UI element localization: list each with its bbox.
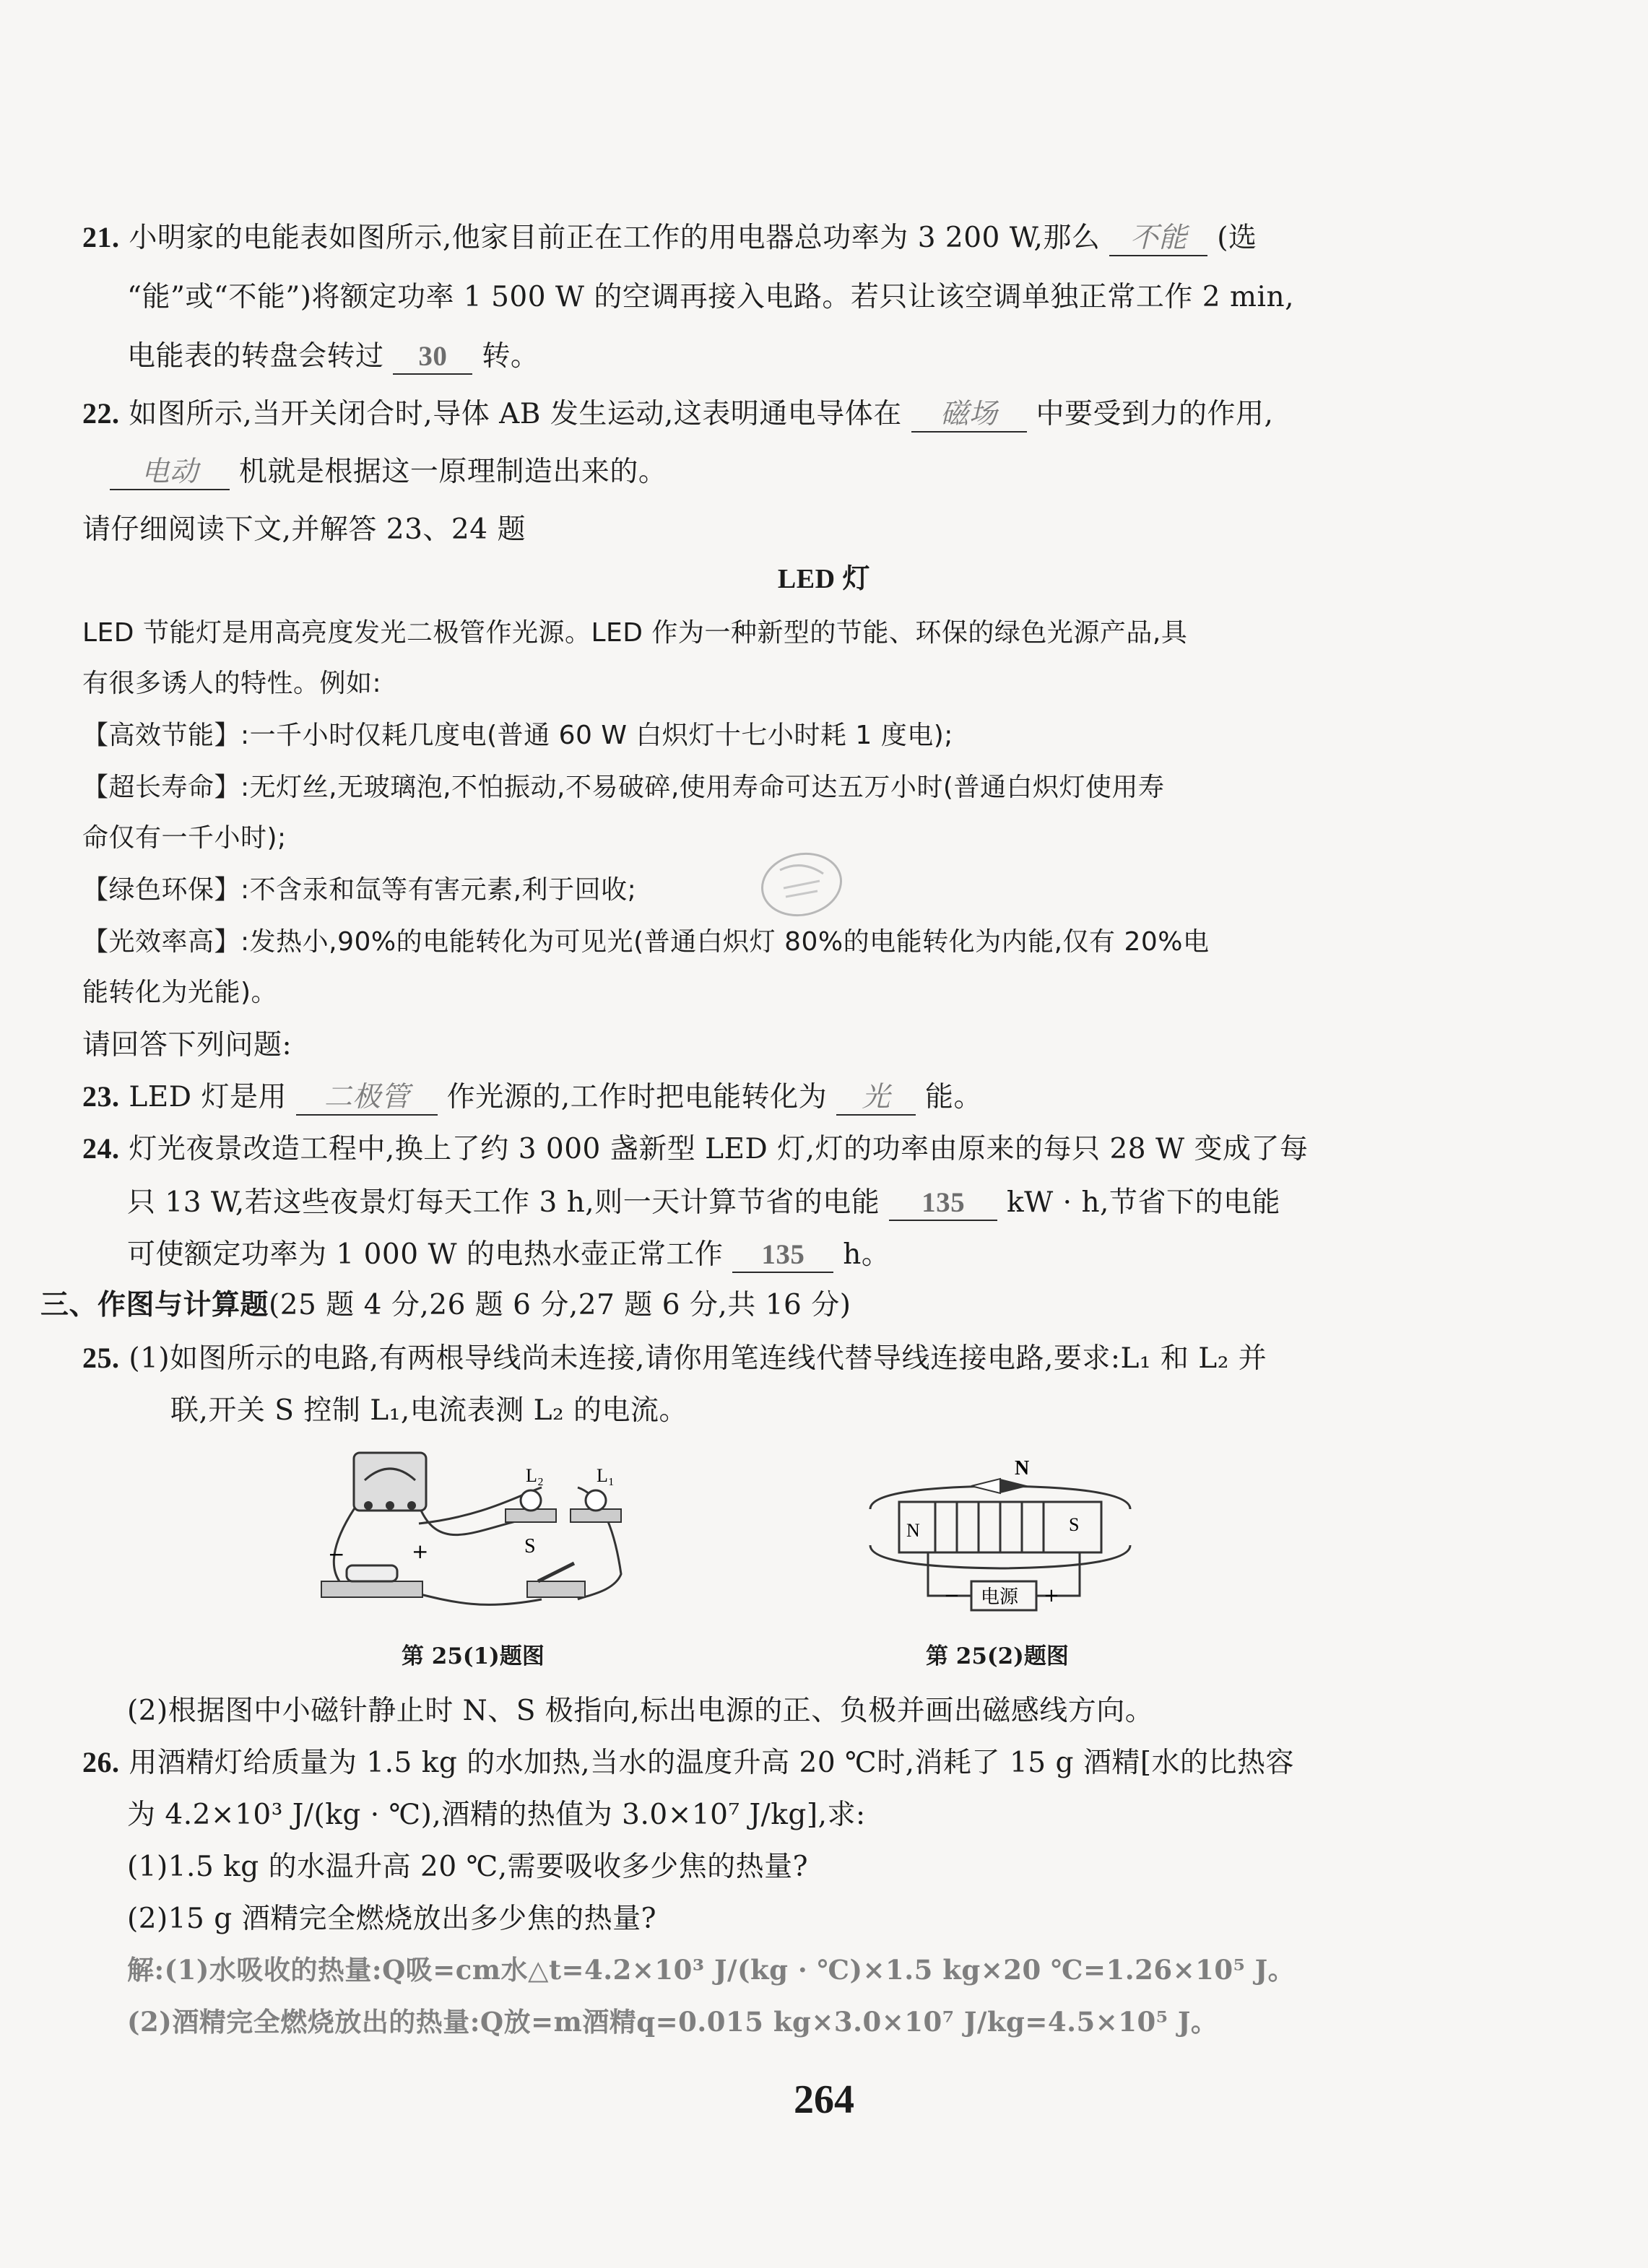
q23-number: 23. bbox=[82, 1080, 120, 1113]
article-p1-line1: LED 节能灯是用高亮度发光二极管作光源。LED 作为一种新型的节能、环保的绿色光源产品,具 bbox=[82, 618, 1188, 648]
q24-text-b: 只 13 W,若这些夜景灯每天工作 3 h,则一天计算节省的电能 bbox=[127, 1186, 880, 1219]
article-p3-line1: 【超长寿命】:无灯丝,无玻璃泡,不怕振动,不易破碎,使用寿命可达五万小时(普通白炽灯使用寿 bbox=[82, 773, 1165, 802]
lamp-l1-icon bbox=[571, 1490, 621, 1522]
switch-icon bbox=[527, 1563, 585, 1597]
ammeter-icon bbox=[354, 1453, 426, 1511]
q26-text-a: 用酒精灯给质量为 1.5 kg 的水加热,当水的温度升高 20 ℃时,消耗了 15 g 酒精[水的比热容 bbox=[129, 1747, 1295, 1779]
article-p5-line1: 【光效率高】:发热小,90%的电能转化为可见光(普通白炽灯 80%的电能转化为内能,仅有 20%电 bbox=[82, 927, 1210, 957]
q22-answer-blank-2[interactable]: 电动 bbox=[110, 456, 230, 490]
q26-sub1: (1)1.5 kg 的水温升高 20 ℃,需要吸收多少焦的热量? bbox=[127, 1851, 809, 1883]
q25-line1 bbox=[82, 1336, 1267, 1376]
q24-answer-blank-1[interactable]: 135 bbox=[889, 1187, 997, 1221]
compass-needle-icon bbox=[971, 1479, 1029, 1493]
section3-header bbox=[40, 1282, 851, 1323]
q21-text-c: 电能表的转盘会转过 bbox=[127, 340, 384, 373]
q24-number: 24. bbox=[82, 1132, 120, 1165]
figure-25-2-solenoid bbox=[863, 1459, 1137, 1617]
q26-line2: 为 4.2×10³ J/(kg · ℃),酒精的热值为 3.0×10⁷ J/kg],求: bbox=[127, 1799, 866, 1831]
q25-number: 25. bbox=[82, 1342, 120, 1374]
q26-line1 bbox=[82, 1740, 1294, 1781]
section3-title: 三、作图与计算题 bbox=[40, 1289, 269, 1321]
article-title: LED 灯 bbox=[777, 564, 871, 594]
q21-line2: “能”或“不能”)将额定功率 1 500 W 的空调再接入电路。若只让该空调单独正常工作 2 min, bbox=[127, 281, 1294, 313]
q23-line bbox=[82, 1074, 982, 1116]
q24-text-c: kW · h,节省下的电能 bbox=[1007, 1186, 1280, 1219]
q21-answer-blank-2[interactable]: 30 bbox=[393, 341, 472, 375]
q22-text-c: 机就是根据这一原理制造出来的。 bbox=[238, 456, 667, 488]
article-p2: 【高效节能】:一千小时仅耗几度电(普通 60 W 白炽灯十七小时耗 1 度电); bbox=[82, 721, 953, 750]
answer-intro: 请回答下列问题: bbox=[82, 1029, 292, 1061]
q22-line2 bbox=[110, 449, 667, 490]
lamp-l1-label: L₁ bbox=[597, 1465, 615, 1486]
q23-text-c: 能。 bbox=[924, 1081, 982, 1113]
q21-number: 21. bbox=[82, 221, 120, 253]
q23-answer-blank-1[interactable]: 二极管 bbox=[296, 1082, 438, 1116]
figure-25-1-circuit bbox=[311, 1437, 650, 1617]
q24-line1 bbox=[82, 1126, 1308, 1167]
q21-line3 bbox=[127, 334, 539, 375]
q21-text-d: 转。 bbox=[482, 340, 539, 373]
q26-number: 26. bbox=[82, 1746, 120, 1778]
magnet-s-label: S bbox=[1069, 1514, 1080, 1535]
article-p4: 【绿色环保】:不含汞和氙等有害元素,利于回收; bbox=[82, 875, 637, 905]
battery-plus-label: + bbox=[412, 1539, 429, 1563]
q26-sub2: (2)15 g 酒精完全燃烧放出多少焦的热量? bbox=[127, 1903, 657, 1935]
magnet-n-label: N bbox=[906, 1520, 920, 1541]
q22-text-b: 中要受到力的作用, bbox=[1036, 398, 1274, 430]
compass-n-label: N bbox=[1015, 1459, 1030, 1480]
lamp-l2-label: L₂ bbox=[526, 1465, 544, 1486]
article-p1-line2: 有很多诱人的特性。例如: bbox=[82, 669, 382, 698]
q23-answer-blank-2[interactable]: 光 bbox=[836, 1082, 916, 1116]
q22-line1 bbox=[82, 391, 1273, 433]
q26-answer-1: 解:(1)水吸收的热量:Q吸=cm水△t=4.2×10³ J/(kg · ℃)×1.5 kg×20 ℃=1.26×10⁵ J。 bbox=[127, 1954, 1296, 1986]
q21-text-b: (选 bbox=[1217, 222, 1257, 254]
article-p3-line2: 命仅有一千小时); bbox=[82, 823, 287, 853]
power-plus-label: + bbox=[1044, 1585, 1059, 1607]
battery-icon bbox=[321, 1565, 422, 1597]
figure-25-1-caption: 第 25(1)题图 bbox=[402, 1643, 545, 1669]
q26-answer-2: (2)酒精完全燃烧放出的热量:Q放=m酒精q=0.015 kg×3.0×10⁷ J/kg=4.5×10⁵ J。 bbox=[127, 2006, 1218, 2038]
q24-line2 bbox=[127, 1180, 1280, 1221]
page-number: 264 bbox=[794, 2077, 854, 2122]
figure-25-2-caption: 第 25(2)题图 bbox=[926, 1643, 1069, 1669]
q22-number: 22. bbox=[82, 397, 120, 430]
switch-s-label: S bbox=[524, 1535, 536, 1557]
q24-text-d: 可使额定功率为 1 000 W 的电热水壶正常工作 bbox=[127, 1238, 724, 1271]
battery-minus-label: − bbox=[328, 1542, 345, 1566]
q21-line1 bbox=[82, 215, 1257, 256]
q22-answer-blank-1[interactable]: 磁场 bbox=[911, 399, 1027, 433]
q25-line2: 联,开关 S 控制 L₁,电流表测 L₂ 的电流。 bbox=[170, 1394, 688, 1427]
q21-text-a: 小明家的电能表如图所示,他家目前正在工作的用电器总功率为 3 200 W,那么 bbox=[129, 222, 1101, 254]
q21-answer-blank-1[interactable]: 不能 bbox=[1109, 222, 1207, 256]
reading-intro: 请仔细阅读下文,并解答 23、24 题 bbox=[82, 513, 526, 546]
article-p5-line2: 能转化为光能)。 bbox=[82, 978, 278, 1007]
q24-text-e: h。 bbox=[843, 1238, 890, 1271]
q25-text-a: (1)如图所示的电路,有两根导线尚未连接,请你用笔连线代替导线连接电路,要求:L₁ 和 L₂ 并 bbox=[129, 1342, 1267, 1375]
q23-text-a: LED 灯是用 bbox=[129, 1081, 287, 1113]
q24-answer-blank-2[interactable]: 135 bbox=[732, 1239, 833, 1273]
lamp-l2-icon bbox=[506, 1490, 556, 1522]
q23-text-b: 作光源的,工作时把电能转化为 bbox=[446, 1081, 828, 1113]
section3-note: (25 题 4 分,26 题 6 分,27 题 6 分,共 16 分) bbox=[269, 1289, 851, 1321]
q22-text-a: 如图所示,当开关闭合时,导体 AB 发生运动,这表明通电导体在 bbox=[129, 398, 902, 430]
q24-text-a: 灯光夜景改造工程中,换上了约 3 000 盏新型 LED 灯,灯的功率由原来的每只 28 W 变成了每 bbox=[129, 1133, 1309, 1165]
q24-line3 bbox=[127, 1232, 890, 1273]
power-minus-label: − bbox=[944, 1585, 960, 1607]
stamp-logo bbox=[751, 845, 852, 924]
q25-part2: (2)根据图中小磁针静止时 N、S 极指向,标出电源的正、负极并画出磁感线方向。 bbox=[127, 1695, 1154, 1727]
power-supply-label: 电源 bbox=[981, 1586, 1019, 1608]
